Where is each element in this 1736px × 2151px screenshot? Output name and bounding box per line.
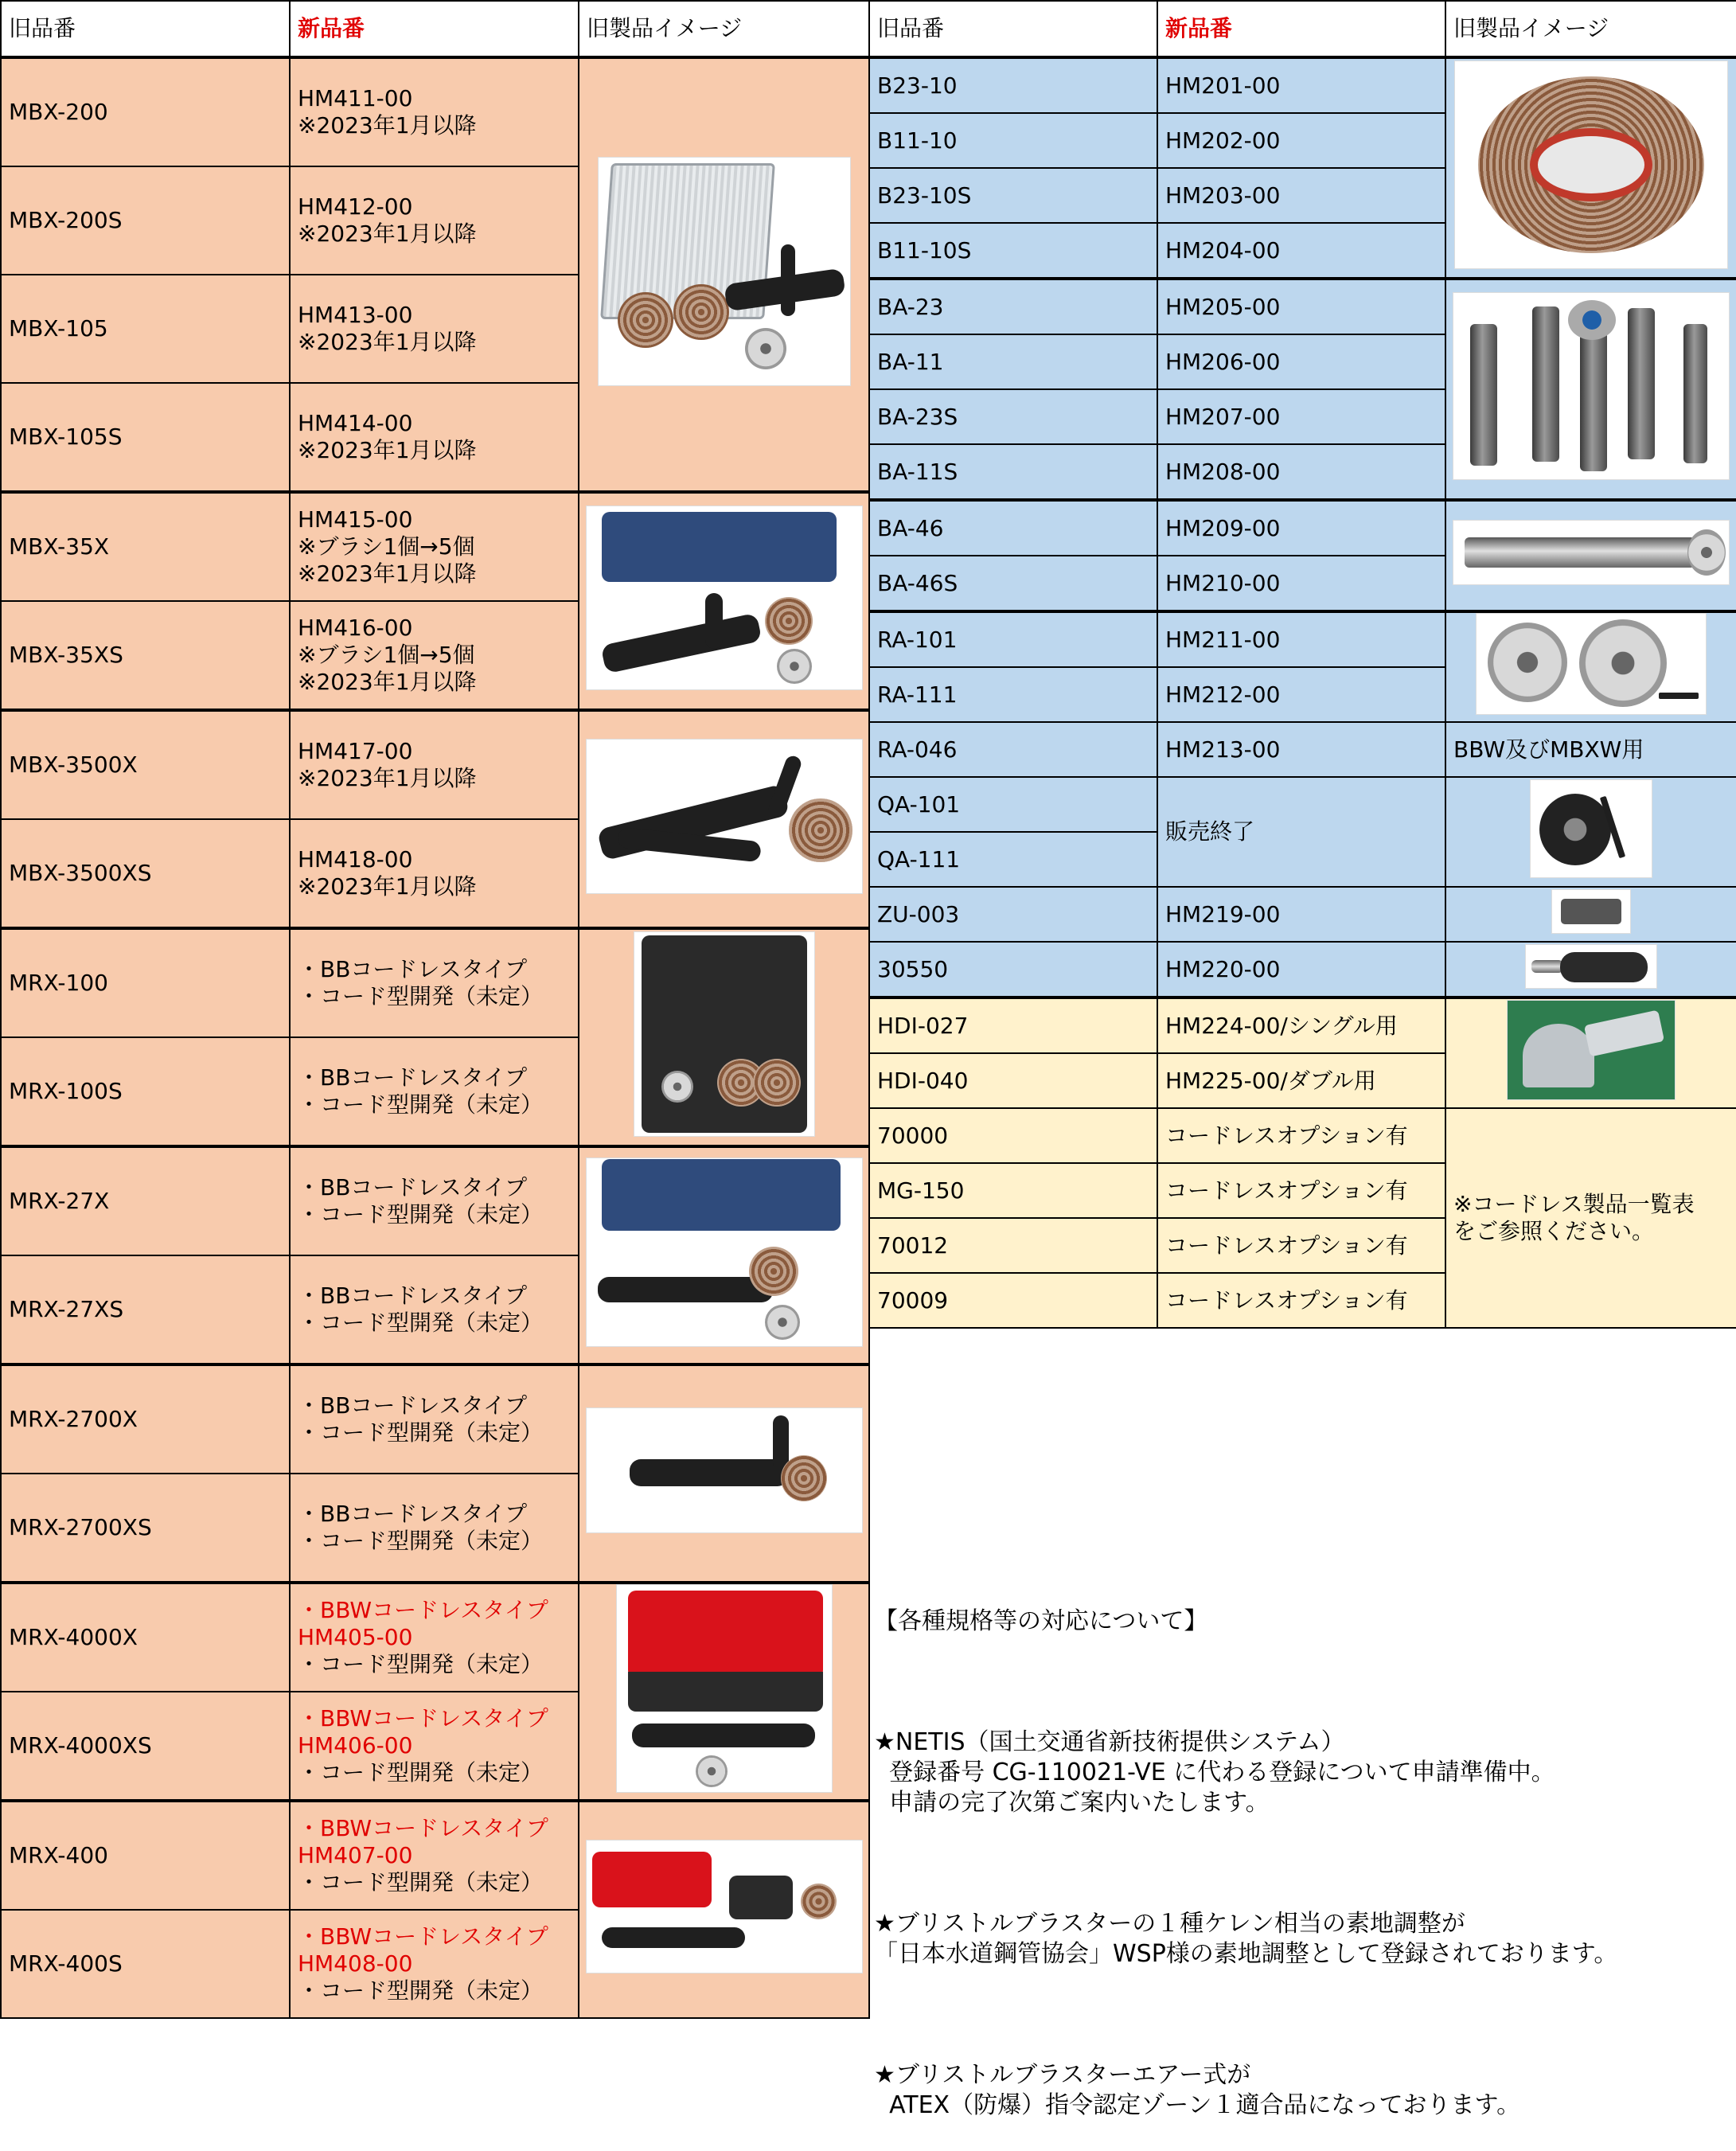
table-row: [869, 777, 1736, 832]
new-part-number: コードレスオプション有: [1157, 1108, 1445, 1163]
old-part-number: BA-11S: [869, 444, 1157, 500]
new-part-number: HM213-00: [1157, 722, 1445, 777]
table-row: [869, 1108, 1736, 1163]
old-part-number: BA-23S: [869, 389, 1157, 444]
new-part-number: HM412-00 ※2023年1月以降: [290, 166, 579, 275]
old-part-number: B11-10: [869, 113, 1157, 168]
hood-photo: [1507, 1000, 1676, 1100]
mbx3500-tool-photo: [586, 739, 863, 894]
notes-netis: ★NETIS（国土交通省新技術提供システム） 登録番号 CG-110021-VE に代わる登録について申請準備中。 申請の完了次第ご案内いたします。: [874, 1728, 1555, 1817]
old-part-number: B23-10S: [869, 168, 1157, 223]
left-header-image: 旧製品イメージ: [579, 1, 869, 57]
table-row: [1, 1146, 869, 1255]
new-part-number: HM417-00 ※2023年1月以降: [290, 710, 579, 819]
brush-ring-photo: [1454, 61, 1728, 269]
product-image-cell: [579, 57, 869, 492]
new-part-number: HM418-00 ※2023年1月以降: [290, 819, 579, 928]
old-part-number: QA-101: [869, 777, 1157, 832]
table-row: [1, 1583, 869, 1692]
table-row: [1, 57, 869, 166]
notes-atex: ★ブリストルブラスターエアー式が ATEX（防爆）指令認定ゾーン１適合品になっております。: [874, 2061, 1521, 2119]
new-part-number: ・BBコードレスタイプ ・コード型開発（未定）: [290, 1146, 579, 1255]
product-image-cell: [579, 928, 869, 1146]
product-image-cell: [1445, 942, 1736, 997]
product-image-cell: [1445, 777, 1736, 887]
old-part-number: 70009: [869, 1273, 1157, 1328]
table-row: [1, 928, 869, 1037]
new-part-number: HM209-00: [1157, 500, 1445, 556]
mbx35-kit-photo: [586, 506, 863, 690]
table-row: [869, 997, 1736, 1053]
new-part-number: ・BBWコードレスタイプ HM408-00 ・コード型開発（未定）: [290, 1910, 579, 2018]
old-part-number: BA-46: [869, 500, 1157, 556]
left-header-old: 旧品番: [1, 1, 290, 57]
table-row: [1, 1364, 869, 1474]
old-part-number: MBX-35X: [1, 492, 290, 601]
mrx2700-tool-photo: [586, 1407, 863, 1533]
right-header-old: 旧品番: [869, 1, 1157, 57]
new-part-number: HM411-00 ※2023年1月以降: [290, 57, 579, 166]
old-part-number: MRX-4000X: [1, 1583, 290, 1692]
pad-photo: [1551, 889, 1631, 934]
table-row: [869, 722, 1736, 777]
table-row: [869, 500, 1736, 556]
new-part-number: コードレスオプション有: [1157, 1218, 1445, 1273]
old-part-number: RA-101: [869, 611, 1157, 667]
old-part-number: MRX-2700X: [1, 1364, 290, 1474]
new-part-number: HM202-00: [1157, 113, 1445, 168]
new-part-number: ・BBWコードレスタイプ HM405-00 ・コード型開発（未定）: [290, 1583, 579, 1692]
old-part-number: HDI-040: [869, 1053, 1157, 1108]
new-part-number: HM212-00: [1157, 667, 1445, 722]
old-part-number: MRX-4000XS: [1, 1692, 290, 1801]
right-product-table: [868, 0, 1736, 1329]
new-part-number: HM219-00: [1157, 887, 1445, 942]
old-part-number: MRX-400S: [1, 1910, 290, 2018]
old-part-number: MBX-3500XS: [1, 819, 290, 928]
cordless-note: ※コードレス製品一覧表 をご参照ください。: [1445, 1108, 1736, 1328]
new-part-number: ・BBコードレスタイプ ・コード型開発（未定）: [290, 1255, 579, 1364]
image-note: BBW及びMBXW用: [1445, 722, 1736, 777]
new-part-number: HM220-00: [1157, 942, 1445, 997]
old-part-number: 70000: [869, 1108, 1157, 1163]
notes-heading: 【各種規格等の対応について】: [874, 1607, 1208, 1635]
old-part-number: RA-046: [869, 722, 1157, 777]
arbor-long-photo: [1453, 520, 1730, 585]
new-part-number: HM224-00/シングル用: [1157, 997, 1445, 1053]
new-part-number: HM205-00: [1157, 279, 1445, 334]
old-part-number: MRX-2700XS: [1, 1474, 290, 1583]
new-part-number: HM207-00: [1157, 389, 1445, 444]
product-image-cell: [579, 710, 869, 928]
product-image-cell: [579, 1146, 869, 1364]
mrx27-kit-photo: [586, 1157, 863, 1347]
product-image-cell: [1445, 500, 1736, 611]
old-part-number: HDI-027: [869, 997, 1157, 1053]
new-part-number: HM414-00 ※2023年1月以降: [290, 383, 579, 492]
old-part-number: 30550: [869, 942, 1157, 997]
new-part-number: 販売終了: [1157, 777, 1445, 887]
old-part-number: MRX-400: [1, 1801, 290, 1910]
table-row: [869, 942, 1736, 997]
new-part-number: HM208-00: [1157, 444, 1445, 500]
mbx200-kit-photo: [598, 157, 851, 386]
standards-notes: [874, 1546, 1730, 2151]
old-part-number: QA-111: [869, 832, 1157, 887]
new-part-number: ・BBコードレスタイプ ・コード型開発（未定）: [290, 1037, 579, 1146]
old-part-number: B23-10: [869, 57, 1157, 113]
new-part-number: ・BBコードレスタイプ ・コード型開発（未定）: [290, 1474, 579, 1583]
old-part-number: B11-10S: [869, 223, 1157, 279]
old-part-number: BA-23: [869, 279, 1157, 334]
table-row: [1, 492, 869, 601]
table-row: [869, 611, 1736, 667]
product-image-cell: [1445, 887, 1736, 942]
old-part-number: MRX-27XS: [1, 1255, 290, 1364]
adapter-disc-photo: [1476, 613, 1707, 715]
new-part-number: コードレスオプション有: [1157, 1273, 1445, 1328]
old-part-number: MRX-27X: [1, 1146, 290, 1255]
table-row: [869, 57, 1736, 113]
new-part-number: HM413-00 ※2023年1月以降: [290, 275, 579, 383]
old-part-number: MBX-200S: [1, 166, 290, 275]
new-part-number: HM203-00: [1157, 168, 1445, 223]
mrx400-kit-photo: [586, 1840, 863, 1973]
old-part-number: MRX-100S: [1, 1037, 290, 1146]
product-image-cell: [579, 1583, 869, 1801]
product-image-cell: [579, 1364, 869, 1583]
left-header-row: [1, 1, 869, 57]
old-part-number: MG-150: [869, 1163, 1157, 1218]
old-part-number: ZU-003: [869, 887, 1157, 942]
adapter-qa-photo: [1530, 779, 1652, 878]
old-part-number: MBX-200: [1, 57, 290, 166]
old-part-number: BA-11: [869, 334, 1157, 389]
new-part-number: HM416-00 ※ブラシ1個→5個 ※2023年1月以降: [290, 601, 579, 710]
product-image-cell: [579, 492, 869, 710]
arbor-set-photo: [1453, 292, 1730, 480]
old-part-number: MBX-105: [1, 275, 290, 383]
new-part-number: ・BBWコードレスタイプ HM406-00 ・コード型開発（未定）: [290, 1692, 579, 1801]
product-image-cell: [1445, 997, 1736, 1108]
table-row: [1, 710, 869, 819]
old-part-number: MBX-3500X: [1, 710, 290, 819]
right-header-row: [869, 1, 1736, 57]
new-part-number: HM415-00 ※ブラシ1個→5個 ※2023年1月以降: [290, 492, 579, 601]
old-part-number: 70012: [869, 1218, 1157, 1273]
new-part-number: ・BBコードレスタイプ ・コード型開発（未定）: [290, 1364, 579, 1474]
right-header-image: 旧製品イメージ: [1445, 1, 1736, 57]
notes-wsp: ★ブリストルブラスターの１種ケレン相当の素地調整が 「日本水道鋼管協会」WSP様の素地調整として登録されております。: [874, 1910, 1618, 1968]
old-part-number: MRX-100: [1, 928, 290, 1037]
new-part-number: コードレスオプション有: [1157, 1163, 1445, 1218]
new-part-number: HM201-00: [1157, 57, 1445, 113]
table-row: [869, 279, 1736, 334]
left-product-table: [0, 0, 870, 2019]
old-part-number: MBX-35XS: [1, 601, 290, 710]
old-part-number: MBX-105S: [1, 383, 290, 492]
product-image-cell: [579, 1801, 869, 2018]
new-part-number: ・BBWコードレスタイプ HM407-00 ・コード型開発（未定）: [290, 1801, 579, 1910]
new-part-number: HM225-00/ダブル用: [1157, 1053, 1445, 1108]
product-image-cell: [1445, 611, 1736, 722]
table-row: [1, 1801, 869, 1910]
new-part-number: HM204-00: [1157, 223, 1445, 279]
old-part-number: RA-111: [869, 667, 1157, 722]
grip-photo: [1525, 944, 1657, 989]
product-image-cell: [1445, 57, 1736, 279]
product-image-cell: [1445, 279, 1736, 500]
new-part-number: ・BBコードレスタイプ ・コード型開発（未定）: [290, 928, 579, 1037]
new-part-number: HM206-00: [1157, 334, 1445, 389]
right-header-new: 新品番: [1157, 1, 1445, 57]
mrx100-kit-photo: [634, 931, 815, 1137]
old-part-number: BA-46S: [869, 556, 1157, 611]
table-row: [869, 887, 1736, 942]
mrx4000-kit-photo: [616, 1584, 833, 1793]
left-header-new: 新品番: [290, 1, 579, 57]
new-part-number: HM210-00: [1157, 556, 1445, 611]
new-part-number: HM211-00: [1157, 611, 1445, 667]
